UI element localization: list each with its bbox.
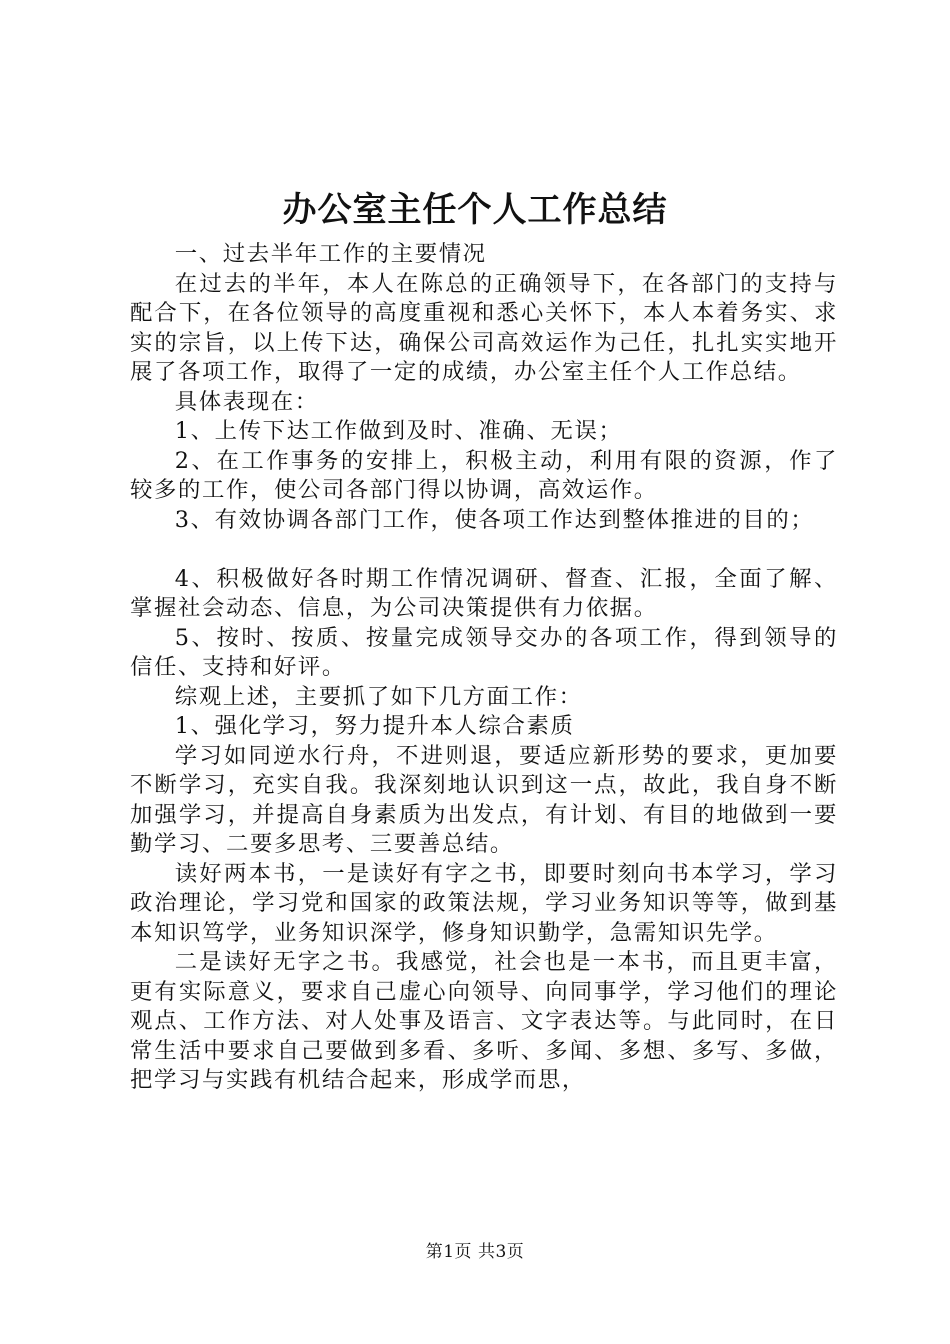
section-heading: 一、过去半年工作的主要情况 xyxy=(174,241,487,267)
body-paragraph: 学习如同逆水行舟，不进则退，要适应新形势的要求，更加要不断学习，充实自我。我深刻地认识到这一点，故此，我自身不断加强学习，并提高自身素质为出发点，有计划、有目的地做到一要勤学习、二要多思考、三要善总结。 xyxy=(130,742,838,857)
list-item: 4、积极做好各时期工作情况调研、督查、汇报，全面了解、掌握社会动态、信息，为公司决策提供有力依据。 xyxy=(130,565,838,621)
body-paragraph: 具体表现在： xyxy=(174,388,319,415)
list-item: 3、有效协调各部门工作，使各项工作达到整体推进的目的； xyxy=(174,506,815,533)
subsection-heading: 1、强化学习，努力提升本人综合素质 xyxy=(174,713,575,739)
body-paragraph: 综观上述，主要抓了如下几方面工作： xyxy=(174,683,583,710)
document-title: 办公室主任个人工作总结 xyxy=(282,190,668,230)
list-item: 2、在工作事务的安排上，积极主动，利用有限的资源，作了较多的工作，使公司各部门得以协调，高效运作。 xyxy=(130,447,838,503)
page-number-footer: 第1页 共3页 xyxy=(425,1242,525,1262)
list-item: 1、上传下达工作做到及时、准确、无误； xyxy=(174,418,623,444)
document-body xyxy=(130,240,838,1096)
body-paragraph: 在过去的半年，本人在陈总的正确领导下，在各部门的支持与配合下，在各位领导的高度重视和悉心关怀下，本人本着务实、求实的宗旨，以上传下达，确保公司高效运作为己任，扎扎实实地开展了各项工作，取得了一定的成绩，办公室主任个人工作总结。 xyxy=(130,270,838,385)
list-item: 5、按时、按质、按量完成领导交办的各项工作，得到领导的信任、支持和好评。 xyxy=(130,624,838,680)
body-paragraph: 二是读好无字之书。我感觉，社会也是一本书，而且更丰富，更有实际意义，要求自己虚心向领导、向同事学，学习他们的理论观点、工作方法、对人处事及语言、文字表达等。与此同时，在日常生活中要求自己要做到多看、多听、多闻、多想、多写、多做，把学习与实践有机结合起来，形成学而思， xyxy=(130,949,838,1093)
body-paragraph: 读好两本书，一是读好有字之书，即要时刻向书本学习，学习政治理论，学习党和国家的政策法规，学习业务知识等等，做到基本知识笃学，业务知识深学，修身知识勤学，急需知识先学。 xyxy=(130,860,838,946)
